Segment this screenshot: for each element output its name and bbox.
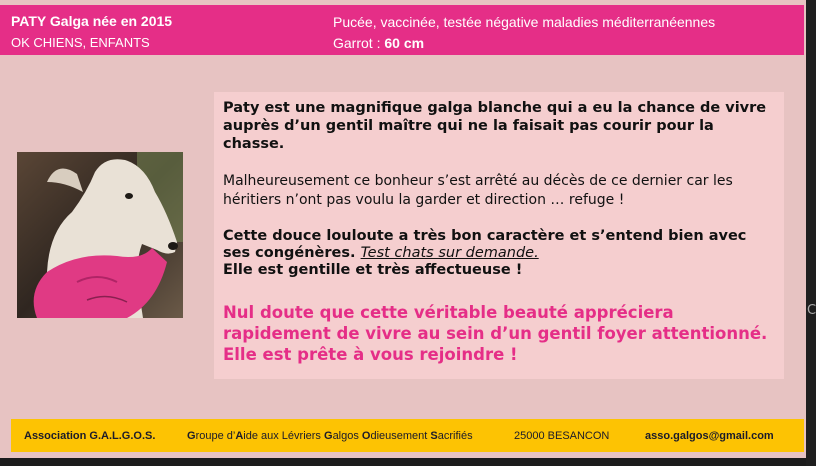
adoption-call: Nul doute que cette véritable beauté appréciera rapidement de vivre au sein d’un gentil foyer attentionné. Elle est prête à vous rejoindre !: [223, 303, 768, 364]
description-intro: Paty est une magnifique galga blanche qui a eu la chance de vivre auprès d’un gentil maître qui ne la faisait pas courir pour la chasse.: [223, 100, 767, 152]
compatibility-text: OK CHIENS, ENFANTS: [11, 35, 150, 50]
dog-photo: [17, 152, 183, 318]
description-character: [223, 228, 778, 279]
right-edge: [806, 0, 816, 466]
dog-name-title: PATY Galga née en 2015: [11, 13, 173, 29]
garrot-value: 60 cm: [384, 35, 425, 51]
association-email[interactable]: asso.galgos@gmail.com: [645, 430, 774, 442]
edge-letter: C: [807, 303, 816, 318]
association-name: Association G.A.L.G.O.S.: [24, 430, 156, 442]
association-acronym-meaning: Groupe d’Aide aux Lévriers Galgos Odieusement Sacrifiés: [187, 430, 473, 442]
association-address: 25000 BESANCON: [514, 430, 610, 442]
header-bar: [0, 5, 804, 55]
garrot-label: Garrot :: [333, 35, 381, 51]
bottom-edge: [0, 458, 806, 466]
cats-test-note: Test chats sur demande.: [360, 245, 539, 261]
association-footer: [11, 419, 804, 452]
affection-text: Elle est gentille et très affectueuse !: [223, 262, 523, 278]
health-text: Pucée, vaccinée, testée négative maladies méditerranéennes: [333, 14, 716, 30]
description-box: [214, 92, 784, 379]
garrot-text: [333, 35, 424, 51]
description-story: Malheureusement ce bonheur s’est arrêté au décès de ce dernier car les héritiers n’ont pas voulu la garder et direction … refuge !: [223, 173, 733, 208]
character-text: Cette douce louloute a très bon caractère et s’entend bien avec ses congénères.: [223, 228, 747, 261]
